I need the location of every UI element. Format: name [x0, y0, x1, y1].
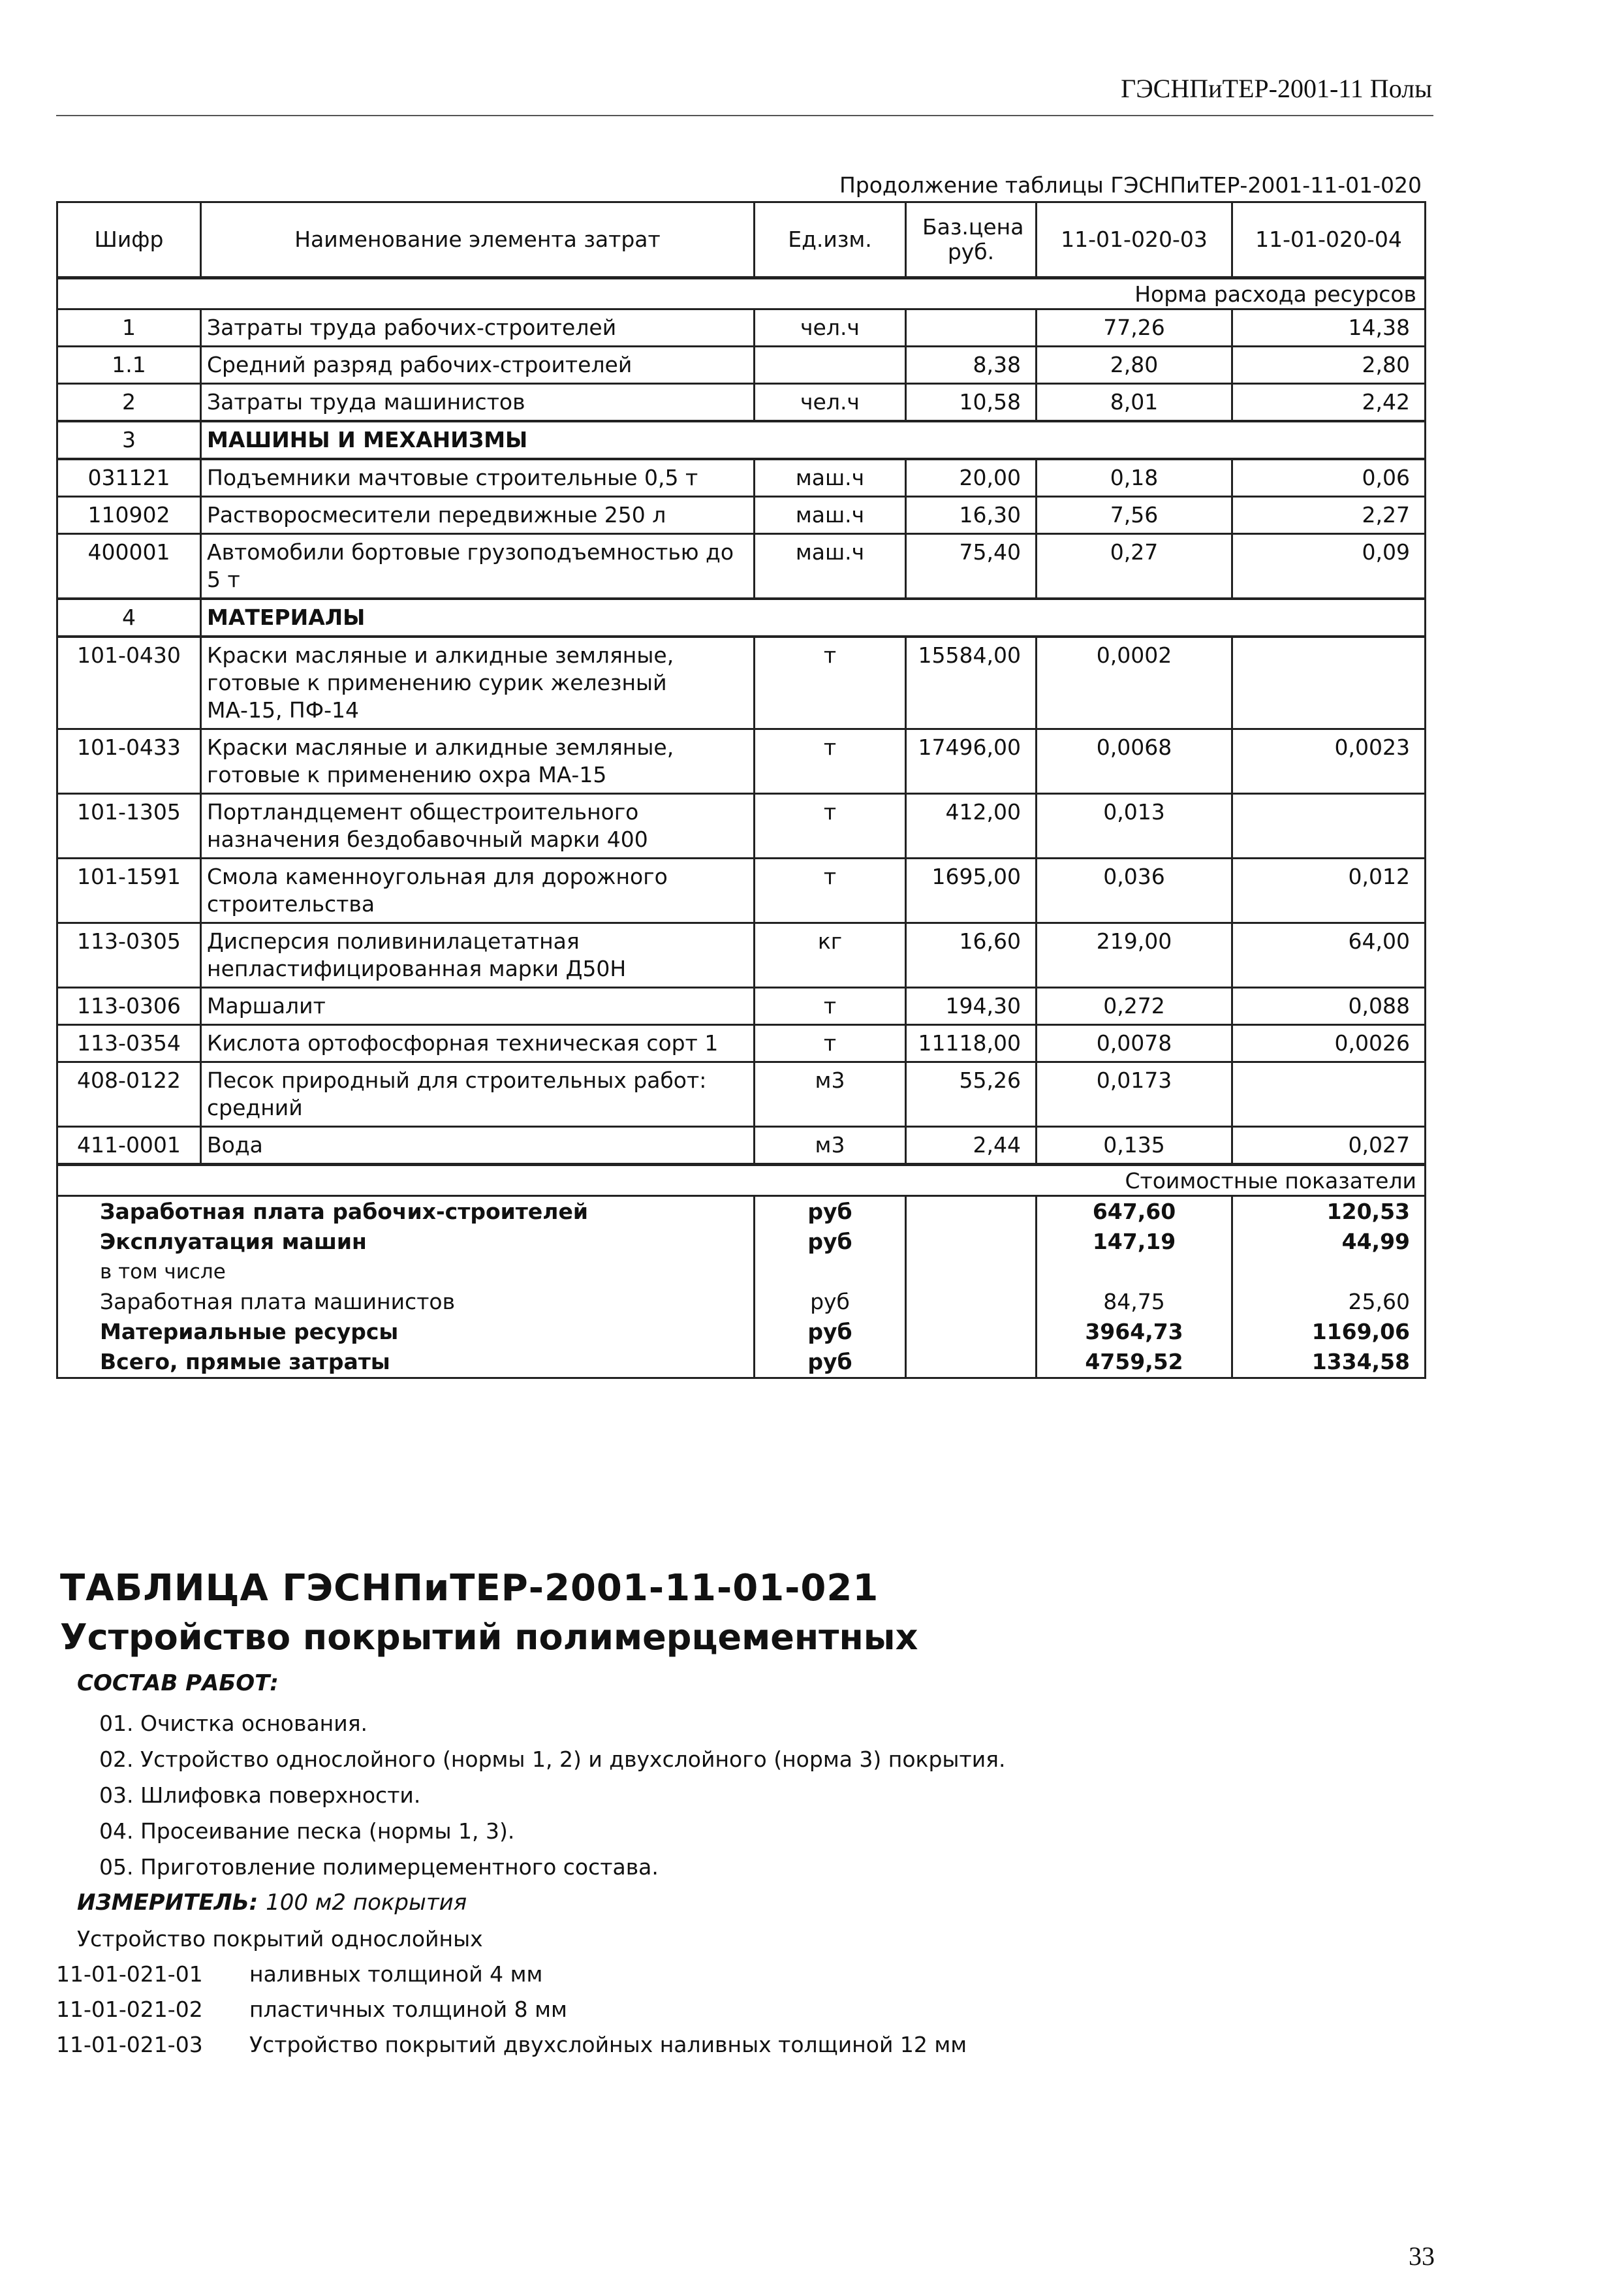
summary-value-020-03: 147,19 — [1037, 1227, 1232, 1257]
norm-item-code: 11-01-021-01 — [56, 1961, 203, 1987]
cell-unit: маш.ч — [755, 534, 906, 599]
cell-value-020-04: 0,0026 — [1232, 1025, 1426, 1062]
cell-value-020-04: 64,00 — [1232, 923, 1426, 988]
cell-value-020-03: 0,013 — [1037, 794, 1232, 859]
norm-item-text: Устройство покрытий двухслойных наливных толщиной 12 мм — [249, 2032, 967, 2057]
cell-value-020-04: 2,27 — [1232, 497, 1426, 534]
cell-name: Портландцемент общестроительного назначения бездобавочный марки 400 — [201, 794, 755, 859]
table-continuation-caption: Продолжение таблицы ГЭСНПиТЕР-2001-11-01-020 — [839, 172, 1422, 198]
header-col-020-04: 11-01-020-04 — [1232, 202, 1426, 278]
machine-row — [57, 534, 1426, 599]
norm-item — [56, 1997, 967, 2032]
meter-label: ИЗМЕРИТЕЛЬ: — [77, 1890, 258, 1916]
summary-row — [57, 1347, 1426, 1378]
cell-name: Средний разряд рабочих-строителей — [201, 347, 755, 384]
cell-unit: чел.ч — [755, 384, 906, 422]
work-item: 04. Просеивание песка (нормы 1, 3). — [99, 1818, 515, 1844]
cell-price: 412,00 — [906, 794, 1037, 859]
cell-value-020-03: 0,18 — [1037, 459, 1232, 497]
cell-unit: т — [755, 637, 906, 729]
summary-name: в том числе — [57, 1257, 755, 1287]
summary-value-020-04: 25,60 — [1232, 1287, 1426, 1317]
cell-name: Растворосмесители передвижные 250 л — [201, 497, 755, 534]
cell-price: 16,30 — [906, 497, 1037, 534]
work-list — [99, 1711, 1006, 1890]
table2-subtitle: Устройство покрытий полимерцементных — [60, 1617, 918, 1658]
norm-item-text: пластичных толщиной 8 мм — [249, 1997, 567, 2022]
norm-row — [57, 278, 1426, 309]
summary-value-020-04: 1334,58 — [1232, 1347, 1426, 1378]
cell-name: Дисперсия поливинилацетатная непластифицированная марки Д50Н — [201, 923, 755, 988]
cell-value-020-03: 0,27 — [1037, 534, 1232, 599]
cell-name: Краски масляные и алкидные земляные, готовые к применению сурик железный МА-15, ПФ-14 — [201, 637, 755, 729]
cell-unit — [755, 347, 906, 384]
summary-value-020-03: 647,60 — [1037, 1196, 1232, 1227]
cell-code: 101-1305 — [57, 794, 201, 859]
material-row — [57, 923, 1426, 988]
summary-unit — [755, 1257, 906, 1287]
cell-price: 20,00 — [906, 459, 1037, 497]
cell-value-020-03: 219,00 — [1037, 923, 1232, 988]
norm-item-code: 11-01-021-02 — [56, 1997, 203, 2022]
summary-value-020-03: 3964,73 — [1037, 1317, 1232, 1347]
materials-section-row — [57, 599, 1426, 637]
cell-value-020-03: 7,56 — [1037, 497, 1232, 534]
section-code: 3 — [57, 421, 201, 459]
material-row — [57, 1025, 1426, 1062]
summary-value-020-04: 120,53 — [1232, 1196, 1426, 1227]
summary-price-empty — [906, 1257, 1037, 1287]
cell-name: Песок природный для строительных работ: средний — [201, 1062, 755, 1127]
cell-code: 411-0001 — [57, 1127, 201, 1165]
cell-unit: т — [755, 794, 906, 859]
cell-value-020-03: 77,26 — [1037, 309, 1232, 347]
cell-value-020-04: 0,09 — [1232, 534, 1426, 599]
work-composition-label: СОСТАВ РАБОТ: — [77, 1670, 279, 1696]
cell-value-020-04 — [1232, 794, 1426, 859]
machine-row — [57, 459, 1426, 497]
cell-code: 400001 — [57, 534, 201, 599]
cell-price: 1695,00 — [906, 859, 1037, 923]
header-name: Наименование элемента затрат — [201, 202, 755, 278]
cell-name: Автомобили бортовые грузоподъемностью до 5 т — [201, 534, 755, 599]
page-number: 33 — [1409, 2241, 1435, 2271]
cell-code: 113-0354 — [57, 1025, 201, 1062]
resource-table — [56, 201, 1426, 1379]
summary-unit: руб — [755, 1317, 906, 1347]
cell-code: 113-0306 — [57, 988, 201, 1025]
cell-unit: т — [755, 729, 906, 794]
running-header: ГЭСНПиТЕР-2001-11 Полы — [1121, 74, 1432, 103]
cost-label: Стоимостные показатели — [57, 1165, 1426, 1196]
cell-code: 1.1 — [57, 347, 201, 384]
machines-section-row — [57, 421, 1426, 459]
cell-unit: м3 — [755, 1062, 906, 1127]
summary-unit: руб — [755, 1287, 906, 1317]
cell-unit: кг — [755, 923, 906, 988]
cell-price: 10,58 — [906, 384, 1037, 422]
cell-price: 8,38 — [906, 347, 1037, 384]
cell-price: 2,44 — [906, 1127, 1037, 1165]
material-row — [57, 729, 1426, 794]
work-item: 02. Устройство однослойного (нормы 1, 2) и двухслойного (норма 3) покрытия. — [99, 1747, 1006, 1772]
meter-line — [77, 1890, 467, 1916]
section-title: МАШИНЫ И МЕХАНИЗМЫ — [201, 421, 1426, 459]
cell-code: 031121 — [57, 459, 201, 497]
cell-name: Затраты труда рабочих-строителей — [201, 309, 755, 347]
cell-name: Кислота ортофосфорная техническая сорт 1 — [201, 1025, 755, 1062]
material-row — [57, 794, 1426, 859]
norm-item — [56, 2032, 967, 2067]
summary-name: Материальные ресурсы — [57, 1317, 755, 1347]
cell-code: 101-0433 — [57, 729, 201, 794]
cell-value-020-03: 0,0078 — [1037, 1025, 1232, 1062]
cell-value-020-04: 0,0023 — [1232, 729, 1426, 794]
cell-value-020-03: 0,0002 — [1037, 637, 1232, 729]
cell-price: 15584,00 — [906, 637, 1037, 729]
norm-item — [56, 1961, 967, 1997]
material-row — [57, 1127, 1426, 1165]
cell-value-020-03: 0,0068 — [1037, 729, 1232, 794]
material-row — [57, 859, 1426, 923]
summary-row — [57, 1257, 1426, 1287]
cell-value-020-03: 0,135 — [1037, 1127, 1232, 1165]
cell-price — [906, 309, 1037, 347]
cell-name: Смола каменноугольная для дорожного строительства — [201, 859, 755, 923]
summary-row — [57, 1317, 1426, 1347]
cell-value-020-03: 8,01 — [1037, 384, 1232, 422]
cell-code: 408-0122 — [57, 1062, 201, 1127]
cell-price: 17496,00 — [906, 729, 1037, 794]
summary-name: Заработная плата машинистов — [57, 1287, 755, 1317]
summary-value-020-04: 44,99 — [1232, 1227, 1426, 1257]
summary-value-020-03: 4759,52 — [1037, 1347, 1232, 1378]
cell-code: 2 — [57, 384, 201, 422]
cell-value-020-04 — [1232, 637, 1426, 729]
cell-code: 101-0430 — [57, 637, 201, 729]
cell-name: Маршалит — [201, 988, 755, 1025]
summary-value-020-04: 1169,06 — [1232, 1317, 1426, 1347]
summary-price-empty — [906, 1347, 1037, 1378]
work-item: 01. Очистка основания. — [99, 1711, 368, 1736]
material-row — [57, 1062, 1426, 1127]
cell-name: Вода — [201, 1127, 755, 1165]
summary-row — [57, 1196, 1426, 1227]
cell-unit: т — [755, 988, 906, 1025]
cell-unit: маш.ч — [755, 497, 906, 534]
summary-row — [57, 1227, 1426, 1257]
labor-row — [57, 347, 1426, 384]
cell-code: 110902 — [57, 497, 201, 534]
summary-price-empty — [906, 1317, 1037, 1347]
summary-unit: руб — [755, 1196, 906, 1227]
summary-value-020-03: 84,75 — [1037, 1287, 1232, 1317]
header-code: Шифр — [57, 202, 201, 278]
cost-row — [57, 1165, 1426, 1196]
summary-price-empty — [906, 1227, 1037, 1257]
cell-unit: т — [755, 1025, 906, 1062]
cell-code: 113-0305 — [57, 923, 201, 988]
cell-value-020-04 — [1232, 1062, 1426, 1127]
cell-value-020-03: 0,036 — [1037, 859, 1232, 923]
header-unit: Ед.изм. — [755, 202, 906, 278]
cell-price: 11118,00 — [906, 1025, 1037, 1062]
cell-unit: т — [755, 859, 906, 923]
cell-value-020-04: 0,06 — [1232, 459, 1426, 497]
table2-title: ТАБЛИЦА ГЭСНПиТЕР-2001-11-01-021 — [60, 1567, 879, 1609]
header-price: Баз.цена руб. — [906, 202, 1037, 278]
cell-value-020-03: 0,272 — [1037, 988, 1232, 1025]
cell-unit: м3 — [755, 1127, 906, 1165]
cell-value-020-04: 0,027 — [1232, 1127, 1426, 1165]
operator-row — [57, 384, 1426, 422]
work-item: 05. Приготовление полимерцементного состава. — [99, 1854, 659, 1880]
cell-value-020-04: 2,80 — [1232, 347, 1426, 384]
cell-value-020-04: 0,088 — [1232, 988, 1426, 1025]
norm-item-code: 11-01-021-03 — [56, 2032, 203, 2057]
section-code: 4 — [57, 599, 201, 637]
cell-unit: чел.ч — [755, 309, 906, 347]
norm-item-text: наливных толщиной 4 мм — [249, 1961, 543, 1987]
cell-value-020-03: 2,80 — [1037, 347, 1232, 384]
cell-name: Подъемники мачтовые строительные 0,5 т — [201, 459, 755, 497]
cell-price: 55,26 — [906, 1062, 1037, 1127]
meter-value: 100 м2 покрытия — [266, 1890, 467, 1916]
cell-name: Затраты труда машинистов — [201, 384, 755, 422]
cell-value-020-04: 2,42 — [1232, 384, 1426, 422]
machine-row — [57, 497, 1426, 534]
cell-price: 194,30 — [906, 988, 1037, 1025]
summary-row — [57, 1287, 1426, 1317]
work-item: 03. Шлифовка поверхности. — [99, 1782, 421, 1808]
labor-row — [57, 309, 1426, 347]
cell-unit: маш.ч — [755, 459, 906, 497]
section-title: МАТЕРИАЛЫ — [201, 599, 1426, 637]
summary-name: Заработная плата рабочих-строителей — [57, 1196, 755, 1227]
summary-price-empty — [906, 1287, 1037, 1317]
summary-name: Всего, прямые затраты — [57, 1347, 755, 1378]
group-label: Устройство покрытий однослойных — [77, 1926, 483, 1952]
material-row — [57, 637, 1426, 729]
header-divider — [56, 115, 1433, 116]
header-col-020-03: 11-01-020-03 — [1037, 202, 1232, 278]
cell-code: 101-1591 — [57, 859, 201, 923]
summary-value-020-04 — [1232, 1257, 1426, 1287]
cell-price: 75,40 — [906, 534, 1037, 599]
cell-value-020-03: 0,0173 — [1037, 1062, 1232, 1127]
cell-name: Краски масляные и алкидные земляные, готовые к применению охра МА-15 — [201, 729, 755, 794]
cell-price: 16,60 — [906, 923, 1037, 988]
summary-unit: руб — [755, 1347, 906, 1378]
summary-name: Эксплуатация машин — [57, 1227, 755, 1257]
cell-value-020-04: 0,012 — [1232, 859, 1426, 923]
table-header-row — [57, 202, 1426, 278]
norm-items-list — [56, 1961, 967, 2067]
norm-label: Норма расхода ресурсов — [57, 278, 1426, 309]
summary-unit: руб — [755, 1227, 906, 1257]
material-row — [57, 988, 1426, 1025]
cell-value-020-04: 14,38 — [1232, 309, 1426, 347]
summary-value-020-03 — [1037, 1257, 1232, 1287]
summary-price-empty — [906, 1196, 1037, 1227]
cell-code: 1 — [57, 309, 201, 347]
